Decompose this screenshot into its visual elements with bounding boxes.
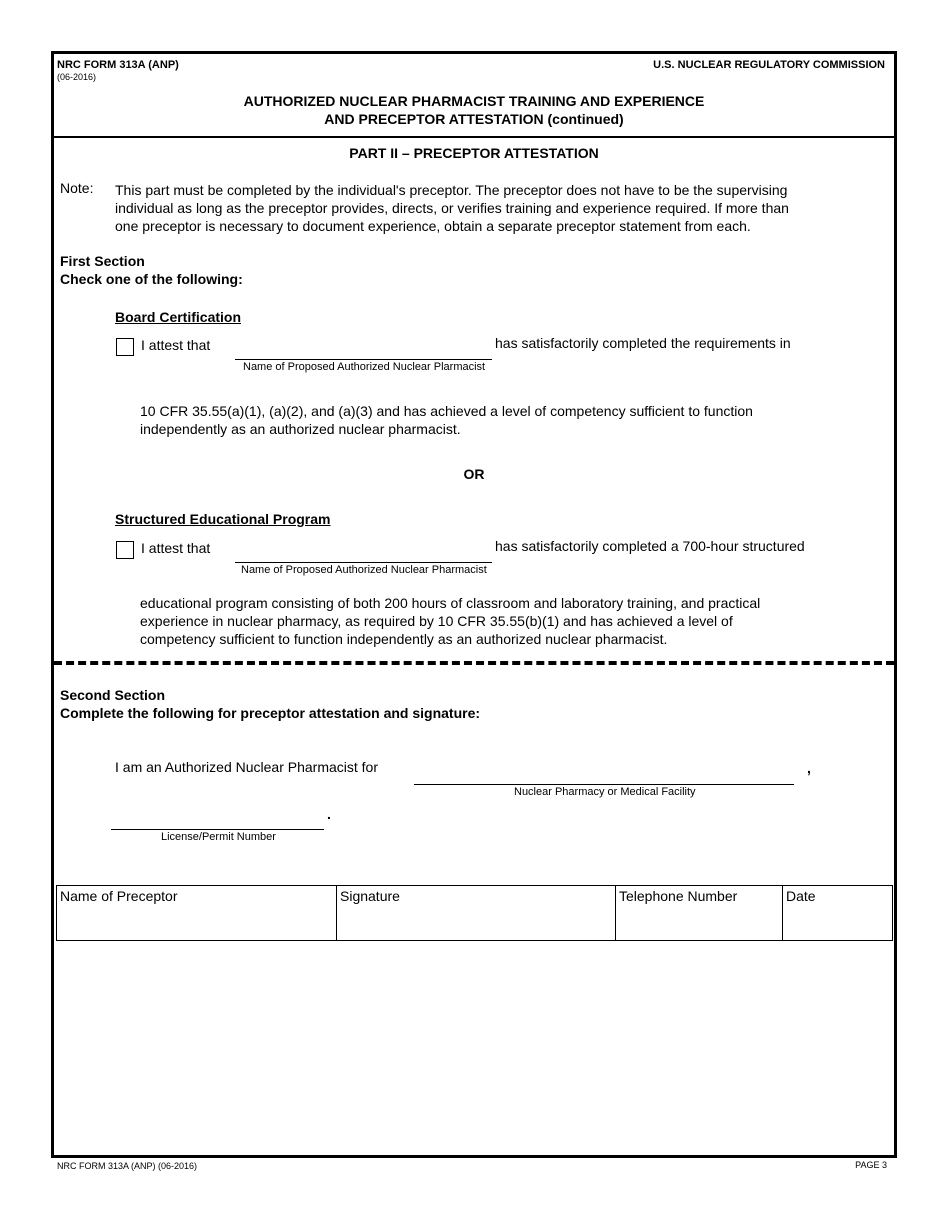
second-section-heading: Second Section [60,687,166,703]
section-divider-dashed [54,661,894,665]
board-name-field[interactable] [235,359,492,360]
board-after-text: has satisfactorily completed the requirements in [495,335,791,351]
anp-statement: I am an Authorized Nuclear Pharmacist for [115,759,379,775]
first-section-instruction: Check one of the following: [60,271,243,287]
board-body-line2: independently as an authorized nuclear pharmacist. [140,421,461,437]
preceptor-name-cell[interactable] [56,885,336,941]
footer-page-number: PAGE 3 [855,1160,887,1170]
telephone-label: Telephone Number [619,888,738,904]
agency-name: U.S. NUCLEAR REGULATORY COMMISSION [653,59,885,71]
form-title-line2: AND PRECEPTOR ATTESTATION (continued) [324,111,624,127]
part-title: PART II – PRECEPTOR ATTESTATION [349,145,599,161]
license-field[interactable] [111,829,324,830]
board-certification-heading: Board Certification [115,309,242,325]
signature-label: Signature [340,888,400,904]
board-attest-label: I attest that [141,337,211,353]
first-section-heading: First Section [60,253,145,269]
or-label: OR [463,466,485,482]
board-body-line1: 10 CFR 35.55(a)(1), (a)(2), and (a)(3) and has achieved a level of competency sufficient to function [140,403,753,419]
preceptor-name-label: Name of Preceptor [60,888,178,904]
license-period: . [327,806,331,822]
structured-body-line2: experience in nuclear pharmacy, as required by 10 CFR 35.55(b)(1) and has achieved a level of [140,613,733,629]
form-date: (06-2016) [57,72,97,82]
note-label: Note: [60,180,94,196]
footer-form-id: NRC FORM 313A (ANP) (06-2016) [57,1161,198,1171]
date-label: Date [786,888,816,904]
board-certification-checkbox[interactable] [116,338,134,356]
license-caption: License/Permit Number [161,831,276,843]
telephone-cell[interactable] [615,885,783,941]
facility-comma: , [807,760,811,776]
structured-attest-label: I attest that [141,540,211,556]
second-section-instruction: Complete the following for preceptor attestation and signature: [60,705,481,721]
facility-field[interactable] [414,784,794,785]
board-name-caption: Name of Proposed Authorized Nuclear Plarmacist [243,361,486,373]
form-id: NRC FORM 313A (ANP) [57,59,179,71]
signature-cell[interactable] [336,885,616,941]
note-text-line3: one preceptor is necessary to document experience, obtain a separate preceptor statement from each. [115,218,751,234]
structured-name-field[interactable] [235,562,492,563]
note-text-line1: This part must be completed by the individual's preceptor. The preceptor does not have to be the supervising [115,182,788,198]
note-text-line2: individual as long as the preceptor provides, directs, or verifies training and experience required. If more than [115,200,789,216]
structured-program-checkbox[interactable] [116,541,134,559]
structured-after-text: has satisfactorily completed a 700-hour structured [495,538,805,554]
structured-body-line1: educational program consisting of both 200 hours of classroom and laboratory training, and practical [140,595,761,611]
date-cell[interactable] [782,885,893,941]
header-divider [54,136,894,138]
structured-body-line3: competency sufficient to function independently as an authorized nuclear pharmacist. [140,631,668,647]
facility-caption: Nuclear Pharmacy or Medical Facility [514,786,696,798]
structured-program-heading: Structured Educational Program [115,511,331,527]
form-title-line1: AUTHORIZED NUCLEAR PHARMACIST TRAINING AND EXPERIENCE [243,93,705,109]
structured-name-caption: Name of Proposed Authorized Nuclear Pharmacist [241,564,487,576]
